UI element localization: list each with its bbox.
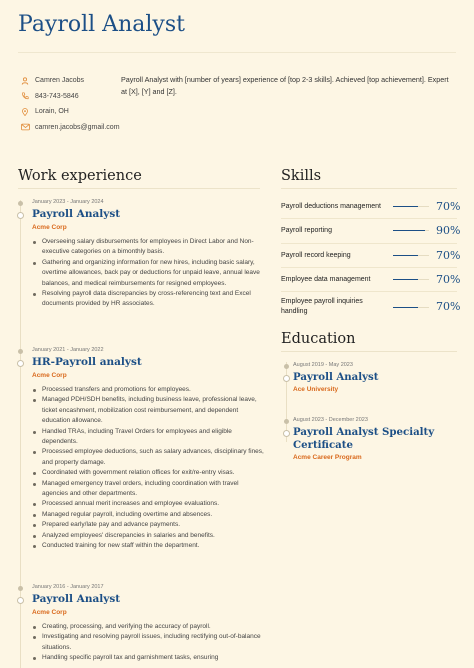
skill-bar [393,206,429,207]
work-experience-heading: Work experience [18,168,142,184]
list-item: Conducted training for new staff within the department. [32,541,264,551]
skill-bar [393,255,429,256]
education-dates: August 2023 - December 2023 [293,417,368,423]
skill-bar [393,230,429,231]
skill-divider [281,243,457,244]
skills-heading: Skills [281,168,322,184]
skill-percent: 70% [436,249,461,262]
skill-divider [281,218,457,219]
timeline-marker [283,375,290,382]
contact-name: Camren Jacobs [35,77,85,85]
job-entry [32,347,264,552]
job-bullets [32,622,264,664]
skill-bar-fill [393,206,418,207]
list-item: Handled TRAs, including Travel Orders for employees and eligible dependents. [32,427,264,448]
skill-bar-fill [393,279,418,280]
contact-item-location [20,104,120,120]
list-item: Coordinated with government relation offices for exit/re-entry visas. [32,468,264,478]
list-item: Managed PDH/SDH benefits, including business leave, professional leave, ticket encashment, mobilization cost reimbursement, and dependent education allowance. [32,395,264,426]
summary-text: Payroll Analyst with [number of years] experience of [top 2-3 skills]. Achieved [top achievement]. Expert at [X], [Y] and [Z]. [121,75,449,96]
skill-bar-fill [393,307,418,308]
skill-label: Employee payroll inquiries handling [281,298,363,315]
contact-item-phone [20,89,120,105]
skills-divider [281,188,457,189]
education-dates: August 2019 - May 2023 [293,362,353,368]
list-item: Investigating and resolving payroll issues, including rectifying out-of-balance situations. [32,632,264,653]
timeline-marker [283,430,290,437]
list-item: Managed regular payroll, including overtime and absences. [32,510,264,520]
timeline-dot [18,201,23,206]
list-item: Managed emergency travel orders, including coordination with travel agencies and other departments. [32,479,264,500]
list-item: Creating, processing, and verifying the accuracy of payroll. [32,622,264,632]
contact-phone[interactable]: 843-743-5846 [35,92,79,100]
skill-bar-fill [393,255,418,256]
header-divider [18,52,456,53]
skill-label: Payroll deductions management [281,203,382,210]
job-entry [32,584,264,664]
education-entry [293,362,463,393]
skill-bar-fill [393,230,425,231]
job-dates: January 2023 - January 2024 [32,199,104,205]
list-item: Processed employee deductions, such as salary advances, disciplinary fines, and property damage. [32,447,264,468]
job-bullets [32,385,264,552]
skill-bar [393,279,429,280]
education-title: Payroll Analyst Specialty Certificate [293,426,435,451]
list-item: Resolving payroll data discrepancies by cross-referencing text and Excel documents provided by HR associates. [32,289,264,310]
timeline-marker [17,360,24,367]
education-title: Payroll Analyst [293,371,379,383]
job-dates: January 2021 - January 2022 [32,347,104,353]
resume-name: Payroll Analyst [18,12,185,37]
skill-percent: 70% [436,200,461,213]
job-title: Payroll Analyst [32,593,121,605]
education-school: Acme Career Program [293,454,362,461]
education-school: Ace University [293,386,339,393]
skill-bar [393,307,429,308]
timeline-dot [18,586,23,591]
job-company: Acme Corp [32,224,67,231]
person-icon [20,76,30,86]
education-heading: Education [281,331,356,347]
timeline-dot [284,419,289,424]
list-item: Processed transfers and promotions for employees. [32,385,264,395]
list-item: Handling specific payroll tax and garnishment tasks, ensuring [32,653,264,663]
job-title: HR-Payroll analyst [32,356,142,368]
skill-percent: 90% [436,224,461,237]
skill-percent: 70% [436,300,461,313]
job-dates: January 2016 - January 2017 [32,584,104,590]
contact-location: Lorain, OH [35,108,69,116]
contact-item-email [20,120,120,136]
location-pin-icon [20,107,30,117]
work-divider [18,188,260,189]
list-item: Gathering and organizing information for new hires, including basic salary, overtime allowances, back pay or deductions for unpaid leave, annual leave balances, and medical reimbursements for resigned employees. [32,258,264,289]
education-entry [293,417,463,461]
timeline-dot [18,349,23,354]
education-divider [281,351,457,352]
list-item: Overseeing salary disbursements for employees in Direct Labor and Non-executive categories on a bimonthly basis. [32,237,264,258]
list-item: Processed annual merit increases and employee evaluations. [32,499,264,509]
timeline-marker [17,597,24,604]
job-entry [32,199,264,310]
job-company: Acme Corp [32,372,67,379]
skill-divider [281,291,457,292]
timeline-marker [17,212,24,219]
contact-list [20,73,120,135]
contact-item-name [20,73,120,89]
skill-label: Employee data management [281,276,371,283]
contact-email[interactable]: camren.jacobs@gmail.com [35,123,120,131]
email-icon [20,122,30,132]
list-item: Analyzed employees' discrepancies in salaries and benefits. [32,531,264,541]
skill-percent: 70% [436,273,461,286]
timeline-dot [284,364,289,369]
skill-label: Payroll reporting [281,227,332,234]
job-bullets [32,237,264,310]
job-company: Acme Corp [32,609,67,616]
list-item: Prepared early/late pay and advance payments. [32,520,264,530]
skill-label: Payroll record keeping [281,252,351,259]
job-title: Payroll Analyst [32,208,121,220]
phone-icon [20,91,30,101]
skill-divider [281,267,457,268]
